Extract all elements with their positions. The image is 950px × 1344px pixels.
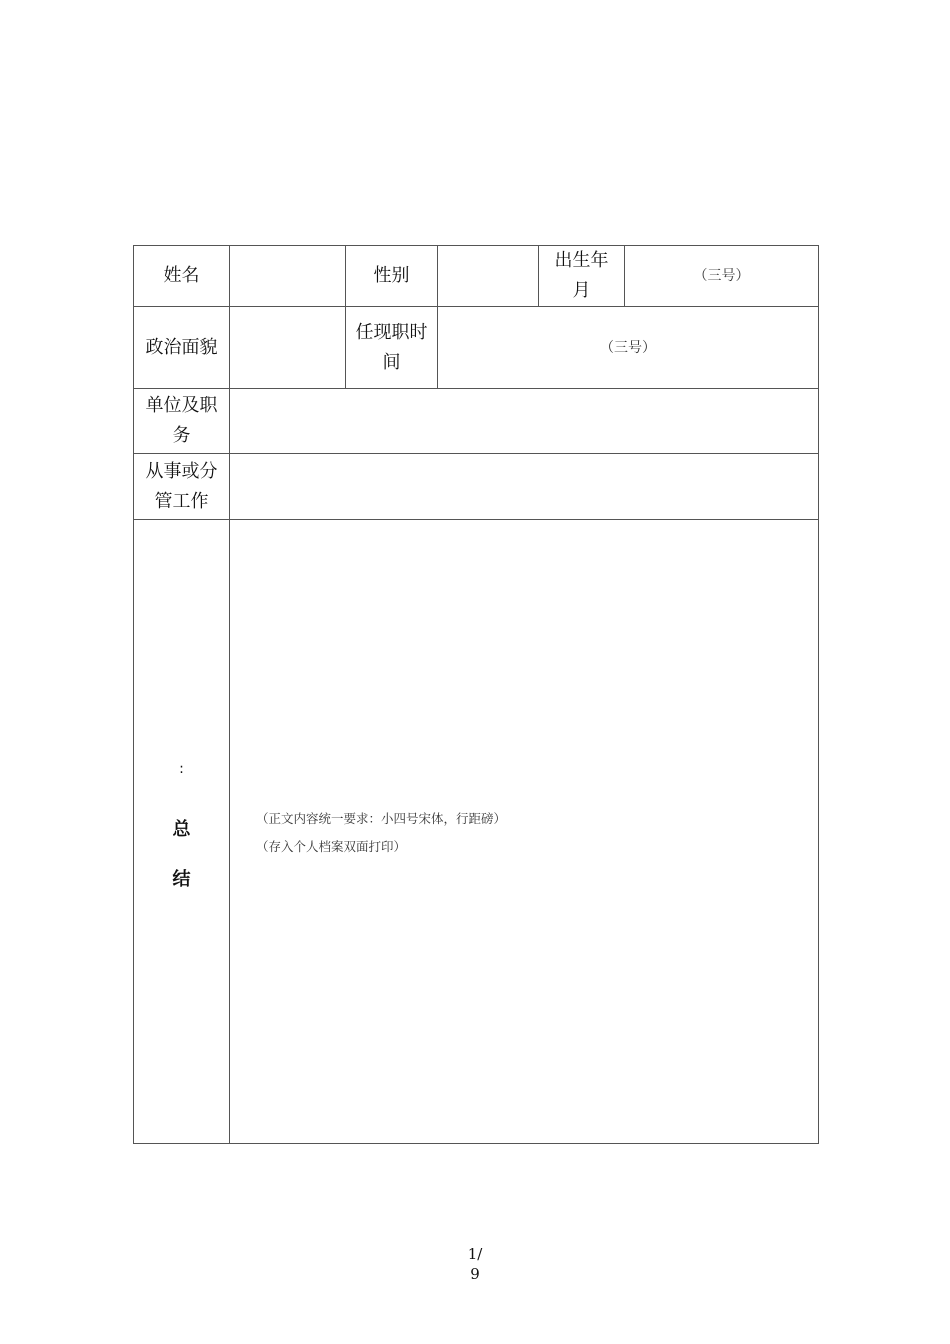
political-value-cell[interactable]: [230, 307, 346, 389]
birth-label: [539, 246, 625, 307]
birth-label-line1: 出生年: [554, 250, 609, 271]
personal-summary-form: [133, 245, 819, 1144]
form-row-basic-info: [134, 246, 819, 307]
unit-label-line2: 务: [172, 425, 191, 446]
summary-label-colon: :: [179, 760, 184, 777]
unit-label: [134, 389, 230, 454]
tenure-label: [346, 307, 438, 389]
summary-note-format: （正文内容统一要求：小四号宋体，行距磅）: [256, 811, 507, 826]
birth-value-cell[interactable]: （三号）: [625, 246, 819, 307]
tenure-label-line1: 任现职时: [355, 321, 428, 343]
summary-note-archive: （存入个人档案双面打印）: [256, 839, 407, 854]
form-row-summary: [134, 520, 819, 1144]
name-label: 姓名: [134, 246, 230, 307]
form-row-work: [134, 454, 819, 520]
unit-label-line1: 单位及职: [145, 395, 218, 416]
summary-label-char2: 结: [172, 868, 191, 890]
page-number-line2: 9: [470, 1265, 480, 1283]
tenure-value-cell[interactable]: （三号）: [438, 307, 819, 389]
unit-value-cell[interactable]: [230, 389, 819, 454]
form-row-political: [134, 307, 819, 389]
page-number: [0, 1244, 950, 1284]
political-label: 政治面貌: [134, 307, 230, 389]
tenure-label-line2: 间: [382, 351, 401, 373]
summary-content-cell[interactable]: [230, 520, 819, 1144]
work-label-line2: 管工作: [154, 490, 209, 512]
summary-label: [134, 520, 230, 1144]
page-number-line1: 1/: [467, 1245, 483, 1263]
work-label: [134, 454, 230, 520]
work-value-cell[interactable]: [230, 454, 819, 520]
gender-label: 性别: [346, 246, 438, 307]
work-label-line1: 从事或分: [145, 460, 218, 482]
birth-label-line2: 月: [572, 280, 591, 301]
gender-value-cell[interactable]: [438, 246, 539, 307]
summary-label-char1: 总: [172, 818, 191, 840]
summary-notes: [256, 805, 506, 861]
name-value-cell[interactable]: [230, 246, 346, 307]
form-row-unit: [134, 389, 819, 454]
